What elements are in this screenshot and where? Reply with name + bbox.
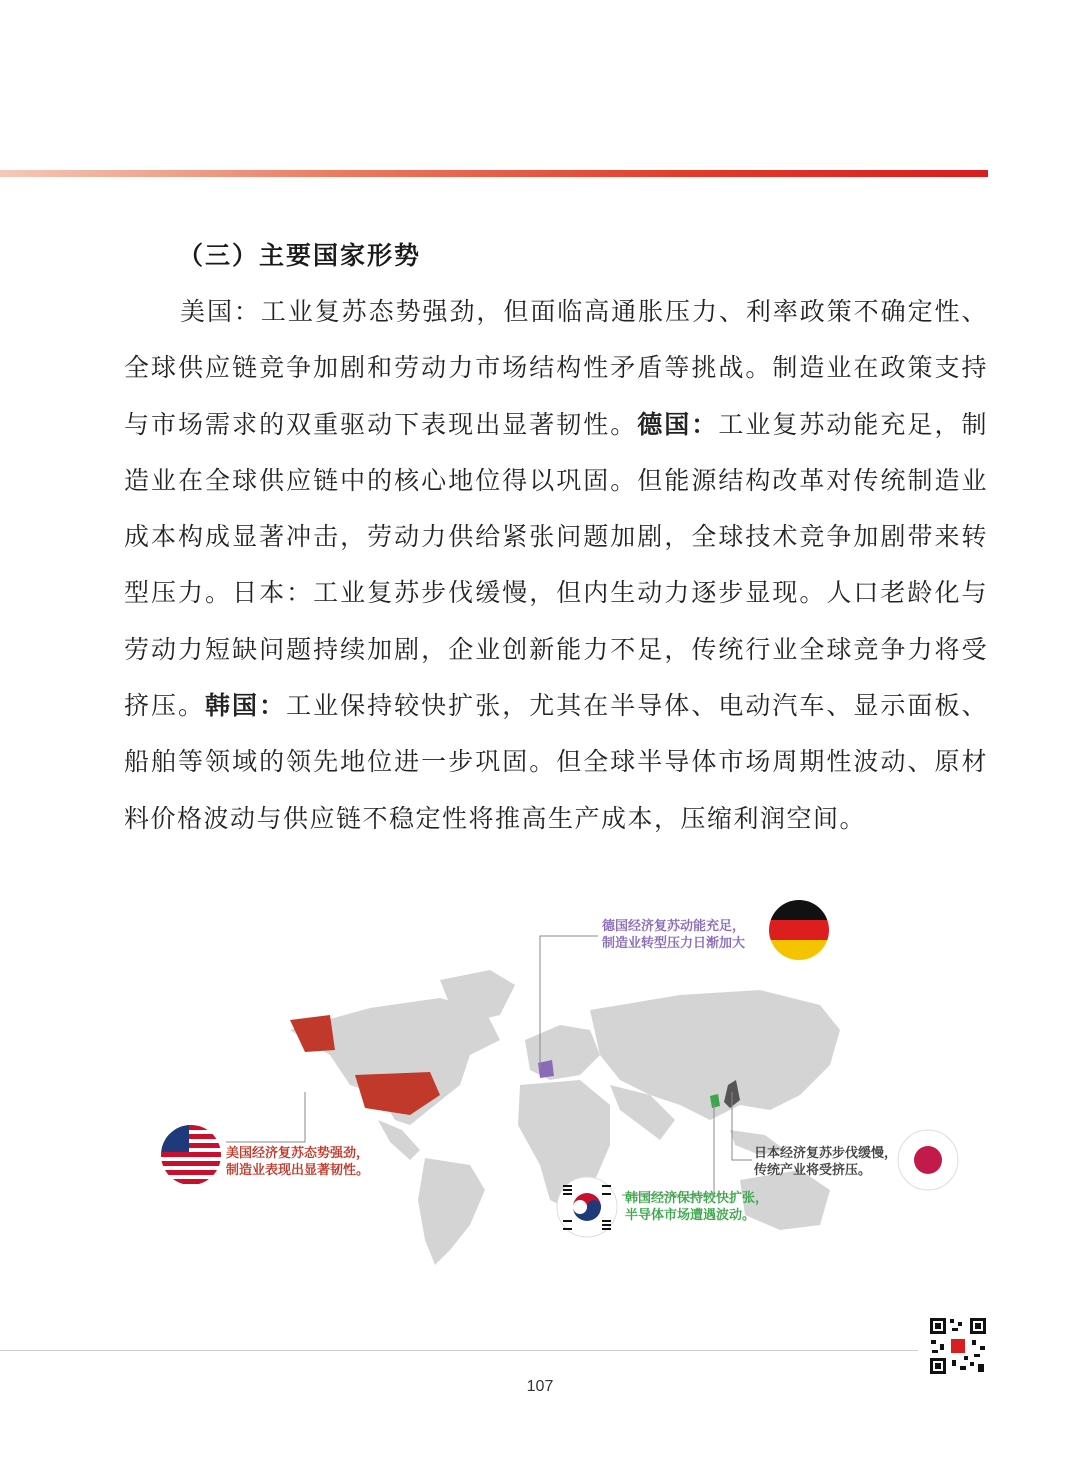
korea-text: 工业保持较快扩张，尤其在半导体、电动汽车、显示面板、船舶等领域的领先地位进一步巩固。但全球半导体市场周期性波动、原材料价格波动与供应链不稳定性将推高生产成本，压缩利润空间。 [124, 691, 988, 833]
korea-flag-icon [557, 1177, 617, 1237]
footer-rule [0, 1350, 918, 1351]
japan-label: 日本： [232, 578, 314, 608]
body-paragraph [124, 284, 988, 847]
world-map [140, 880, 980, 1280]
germany-flag-icon [769, 900, 829, 960]
qr-code-icon[interactable] [928, 1316, 988, 1376]
japan-flag-icon [898, 1130, 958, 1190]
world-map-infographic [140, 880, 980, 1280]
header-rule [0, 170, 988, 177]
korea-label: 韩国： [205, 691, 287, 721]
germany-text: 工业复苏动能充足，制造业在全球供应链中的核心地位得以巩固。但能源结构改革对传统制造业成本构成显著冲击，劳动力供给紧张问题加剧，全球技术竞争加剧带来转型压力。 [124, 409, 988, 608]
usa-flag-icon [161, 1125, 221, 1185]
section-heading: （三）主要国家形势 [178, 241, 422, 270]
japan-text: 工业复苏步伐缓慢，但内生动力逐步显现。人口老龄化与劳动力短缺问题持续加剧，企业创新能力不足，传统行业全球竞争力将受挤压。 [124, 578, 988, 721]
usa-callout: 美国经济复苏态势强劲， 制造业表现出显著韧性。 [226, 1146, 370, 1178]
usa-text: 工业复苏态势强劲，但面临高通胀压力、利率政策不确定性、全球供应链竞争加剧和劳动力市场结构性矛盾等挑战。制造业在政策支持与市场需求的双重驱动下表现出显著韧性。 [124, 297, 988, 439]
korea-callout: 韩国经济保持较快扩张， 半导体市场遭遇波动。 [625, 1191, 769, 1223]
alaska-shape [290, 1015, 335, 1052]
usa-label: 美国： [180, 297, 261, 326]
page-number: 107 [526, 1378, 554, 1395]
germany-callout: 德国经济复苏动能充足， 制造业转型压力日渐加大 [602, 919, 746, 951]
japan-callout: 日本经济复苏步伐缓慢， 传统产业将受挤压。 [754, 1146, 898, 1178]
germany-label: 德国： [637, 409, 719, 439]
